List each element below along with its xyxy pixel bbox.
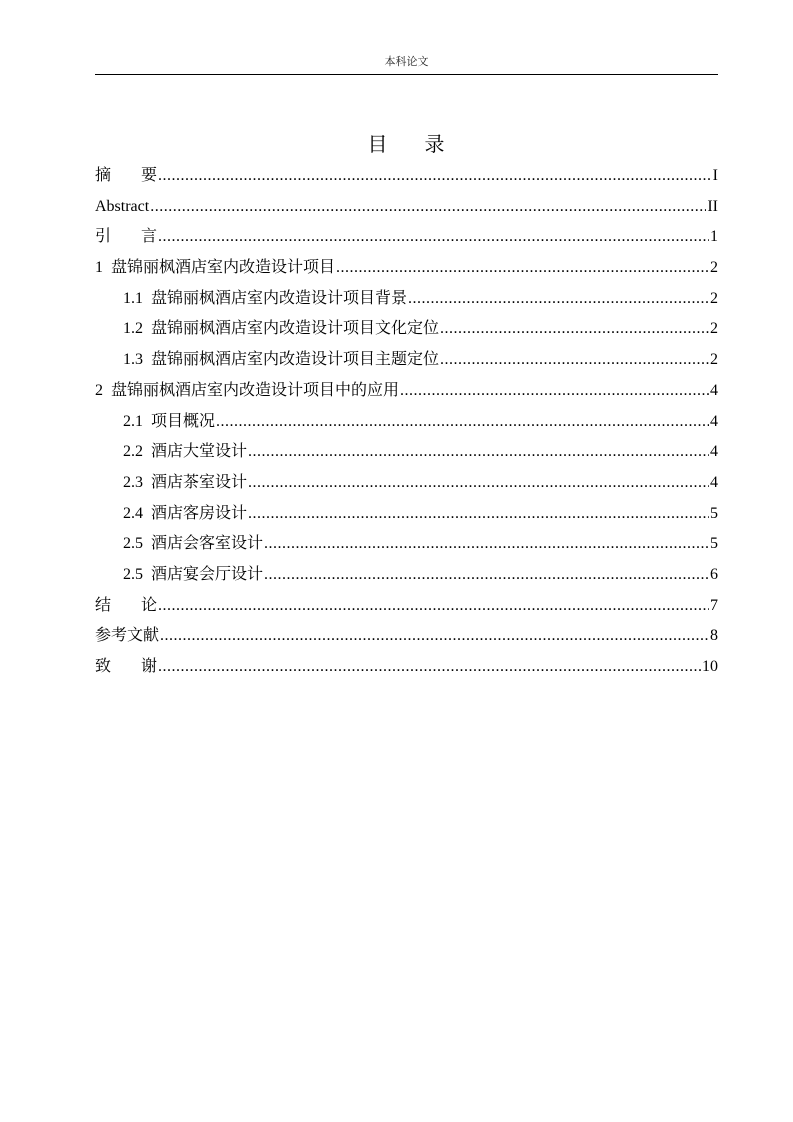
toc-entry-abstract-cn[interactable] — [95, 161, 718, 192]
toc-entry-number: 1.1 — [123, 289, 143, 307]
toc-entry-introduction[interactable] — [95, 222, 718, 253]
toc-title — [95, 130, 718, 158]
toc-entry-section-2-5b[interactable] — [95, 560, 718, 591]
toc-leader-dots — [158, 222, 709, 252]
toc-entry-section-1-3[interactable] — [95, 345, 718, 376]
header-rule — [95, 74, 718, 75]
table-of-contents — [95, 161, 718, 683]
toc-leader-dots — [160, 621, 709, 651]
toc-entry-label: 摘 要 — [95, 167, 158, 184]
toc-entry-number: 2.5 — [123, 565, 143, 583]
toc-entry-number: 2.5 — [123, 535, 143, 553]
toc-entry-section-2-1[interactable] — [95, 407, 718, 438]
toc-entry-label: 1.3 盘锦丽枫酒店室内改造设计项目主题定位 — [123, 351, 440, 369]
toc-leader-dots — [150, 192, 706, 222]
toc-entry-chapter-2[interactable] — [95, 376, 718, 407]
toc-entry-section-2-5a[interactable] — [95, 529, 718, 560]
toc-entry-page: 7 — [710, 596, 718, 614]
toc-leader-dots — [264, 529, 709, 559]
toc-entry-abstract-en[interactable] — [95, 192, 718, 223]
toc-entry-label: 2.4 酒店客房设计 — [123, 504, 248, 522]
toc-entry-page: 2 — [710, 351, 718, 369]
toc-entry-page: 1 — [710, 228, 718, 246]
toc-leader-dots — [248, 499, 709, 529]
toc-entry-number: 2.4 — [123, 504, 143, 522]
toc-entry-label: 1 盘锦丽枫酒店室内改造设计项目 — [95, 259, 336, 277]
toc-entry-label: 2.3 酒店茶室设计 — [123, 473, 248, 491]
toc-entry-label: 2 盘锦丽枫酒店室内改造设计项目中的应用 — [95, 381, 400, 399]
toc-entry-number: 2.2 — [123, 443, 143, 461]
toc-entry-number: 2.1 — [123, 412, 143, 430]
toc-leader-dots — [440, 345, 709, 375]
toc-entry-conclusion[interactable] — [95, 591, 718, 622]
toc-leader-dots — [158, 161, 712, 191]
page-header: 本科论文 — [384, 56, 429, 68]
toc-entry-label: 2.1 项目概况 — [123, 412, 216, 430]
toc-leader-dots — [336, 253, 709, 283]
toc-entry-references[interactable] — [95, 621, 718, 652]
toc-title-char-2: 录 — [424, 132, 446, 156]
toc-entry-section-2-3[interactable] — [95, 468, 718, 499]
toc-leader-dots — [158, 591, 709, 621]
toc-leader-dots — [216, 407, 709, 437]
toc-entry-number: 2 — [95, 381, 103, 399]
toc-entry-page: 4 — [710, 443, 718, 461]
toc-entry-label: 2.5 酒店宴会厅设计 — [123, 565, 264, 583]
toc-entry-page: 5 — [710, 504, 718, 522]
toc-entry-label: 参考文献 — [95, 627, 160, 645]
toc-entry-page: 2 — [710, 259, 718, 277]
toc-entry-page: 4 — [710, 412, 718, 430]
toc-entry-acknowledgements[interactable] — [95, 652, 718, 683]
toc-entry-page: 10 — [702, 658, 718, 675]
toc-entry-page: 2 — [710, 289, 718, 307]
toc-entry-page: II — [707, 197, 718, 215]
toc-entry-label: Abstract — [95, 197, 150, 215]
toc-entry-page: 6 — [710, 565, 718, 583]
toc-leader-dots — [248, 437, 709, 467]
toc-entry-chapter-1[interactable] — [95, 253, 718, 284]
toc-entry-number: 1.3 — [123, 351, 143, 369]
toc-leader-dots — [400, 376, 709, 406]
toc-entry-page: I — [712, 167, 718, 184]
toc-entry-number: 2.3 — [123, 473, 143, 491]
toc-entry-label: 1.1 盘锦丽枫酒店室内改造设计项目背景 — [123, 289, 408, 307]
toc-leader-dots — [248, 468, 709, 498]
toc-entry-section-1-2[interactable] — [95, 314, 718, 345]
toc-title-char-1: 目 — [367, 132, 389, 156]
toc-entry-label: 2.5 酒店会客室设计 — [123, 535, 264, 553]
toc-entry-page: 2 — [710, 320, 718, 338]
toc-entry-page: 8 — [710, 627, 718, 645]
toc-leader-dots — [408, 284, 709, 314]
toc-leader-dots — [264, 560, 709, 590]
toc-entry-section-1-1[interactable] — [95, 284, 718, 315]
toc-entry-label: 结 论 — [95, 596, 158, 614]
toc-leader-dots — [158, 652, 701, 682]
toc-entry-page: 4 — [710, 381, 718, 399]
toc-entry-page: 4 — [710, 473, 718, 491]
toc-entry-number: 1 — [95, 259, 103, 277]
toc-leader-dots — [440, 314, 709, 344]
toc-entry-label: 引 言 — [95, 228, 158, 246]
toc-entry-label: 2.2 酒店大堂设计 — [123, 443, 248, 461]
toc-entry-section-2-4[interactable] — [95, 499, 718, 530]
toc-entry-label: 1.2 盘锦丽枫酒店室内改造设计项目文化定位 — [123, 320, 440, 338]
toc-entry-section-2-2[interactable] — [95, 437, 718, 468]
toc-entry-number: 1.2 — [123, 320, 143, 338]
toc-entry-page: 5 — [710, 535, 718, 553]
toc-entry-label: 致 谢 — [95, 658, 158, 675]
